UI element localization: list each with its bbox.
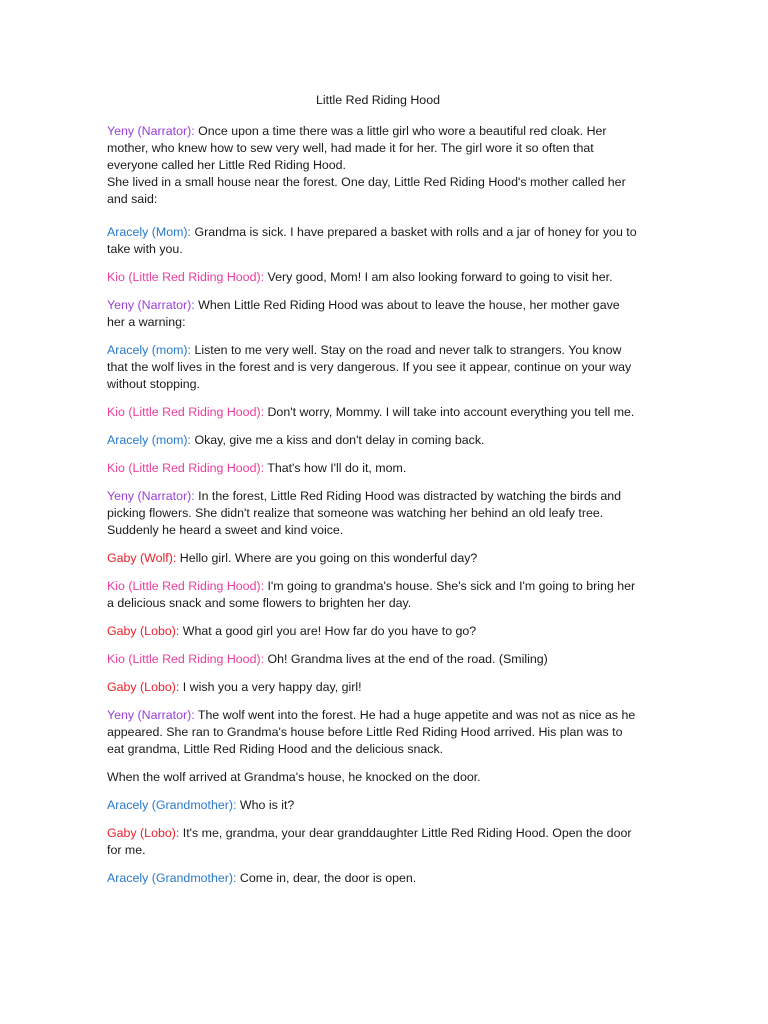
speaker-label: Yeny (Narrator): [107,298,195,312]
dialogue-text: What a good girl you are! How far do you have to go? [182,624,477,638]
dialogue-text: When Little Red Riding Hood was about to leave the house, her mother gave her a warning: [107,298,620,329]
speaker-label: Kio (Little Red Riding Hood): [107,405,265,419]
speaker-label: Aracely (Mom): [107,225,191,239]
speaker-label: Yeny (Narrator): [107,124,195,138]
dialogue-text: Who is it? [239,798,295,812]
dialogue-text: I'm going to grandma's house. She's sick and I'm going to bring her a delicious snack and some flowers to brighten her day. [107,579,636,610]
dialogue-text: I wish you a very happy day, girl! [182,680,362,694]
dialogue-line [107,707,637,758]
dialogue-line [107,342,637,393]
speaker-label: Yeny (Narrator): [107,489,195,503]
speaker-label: Kio (Little Red Riding Hood): [107,579,265,593]
speaker-label: Gaby (Wolf): [107,551,177,565]
dialogue-line [107,432,637,449]
narration-line [107,174,637,208]
dialogue-line [107,404,637,421]
dialogue-text: In the forest, Little Red Riding Hood was distracted by watching the birds and picking flowers. She didn't realize that someone was watching her behind an old leafy tree. Suddenly he heard a sweet and kind voice. [107,489,622,537]
script-document [107,92,637,898]
speaker-label: Kio (Little Red Riding Hood): [107,270,265,284]
dialogue-text: She lived in a small house near the forest. One day, Little Red Riding Hood's mother called her and said: [107,175,626,206]
speaker-label: Aracely (mom): [107,343,191,357]
dialogue-line [107,825,637,859]
dialogue-line [107,488,637,539]
speaker-label: Gaby (Lobo): [107,624,180,638]
dialogue-line [107,578,637,612]
speaker-label: Yeny (Narrator): [107,708,195,722]
dialogue-text: Grandma is sick. I have prepared a basket with rolls and a jar of honey for you to take with you. [107,225,637,256]
dialogue-text: Okay, give me a kiss and don't delay in coming back. [194,433,485,447]
dialogue-line [107,797,637,814]
narration-line [107,769,637,786]
speaker-label: Kio (Little Red Riding Hood): [107,652,265,666]
dialogue-text: Come in, dear, the door is open. [239,871,417,885]
dialogue-line [107,679,637,696]
dialogue-line [107,460,637,477]
speaker-label: Aracely (Grandmother): [107,871,237,885]
speaker-label: Gaby (Lobo): [107,826,180,840]
dialogue-line [107,623,637,640]
dialogue-line [107,224,637,258]
dialogue-text: Listen to me very well. Stay on the road and never talk to strangers. You know that the wolf lives in the forest and is very dangerous. If you see it appear, continue on your way without stopping. [107,343,632,391]
dialogue-text: Once upon a time there was a little girl who wore a beautiful red cloak. Her mother, who knew how to sew very well, had made it for her. The girl wore it so often that everyone called her Little Red Riding Hood. [107,124,607,172]
dialogue-text: When the wolf arrived at Grandma's house, he knocked on the door. [107,770,481,784]
speaker-label: Kio (Little Red Riding Hood): [107,461,265,475]
speaker-label: Aracely (Grandmother): [107,798,237,812]
speaker-label: Gaby (Lobo): [107,680,180,694]
dialogue-text: Don't worry, Mommy. I will take into account everything you tell me. [267,405,635,419]
dialogue-text: It's me, grandma, your dear granddaughter Little Red Riding Hood. Open the door for me. [107,826,632,857]
dialogue-line [107,269,637,286]
page-title: Little Red Riding Hood [316,93,440,107]
dialogue-line [107,123,637,174]
dialogue-text: That's how I'll do it, mom. [267,461,407,475]
dialogue-line [107,870,637,887]
dialogue-text: Very good, Mom! I am also looking forward to going to visit her. [267,270,613,284]
dialogue-line [107,550,637,567]
dialogue-line [107,651,637,668]
dialogue-text: Oh! Grandma lives at the end of the road. (Smiling) [267,652,548,666]
speaker-label: Aracely (mom): [107,433,191,447]
dialogue-line [107,297,637,331]
dialogue-text: Hello girl. Where are you going on this wonderful day? [179,551,478,565]
dialogue-text: The wolf went into the forest. He had a huge appetite and was not as nice as he appeared. She ran to Grandma's house before Little Red Riding Hood arrived. His plan was to eat grandma, Little Red Riding Hood and the delicious snack. [107,708,636,756]
